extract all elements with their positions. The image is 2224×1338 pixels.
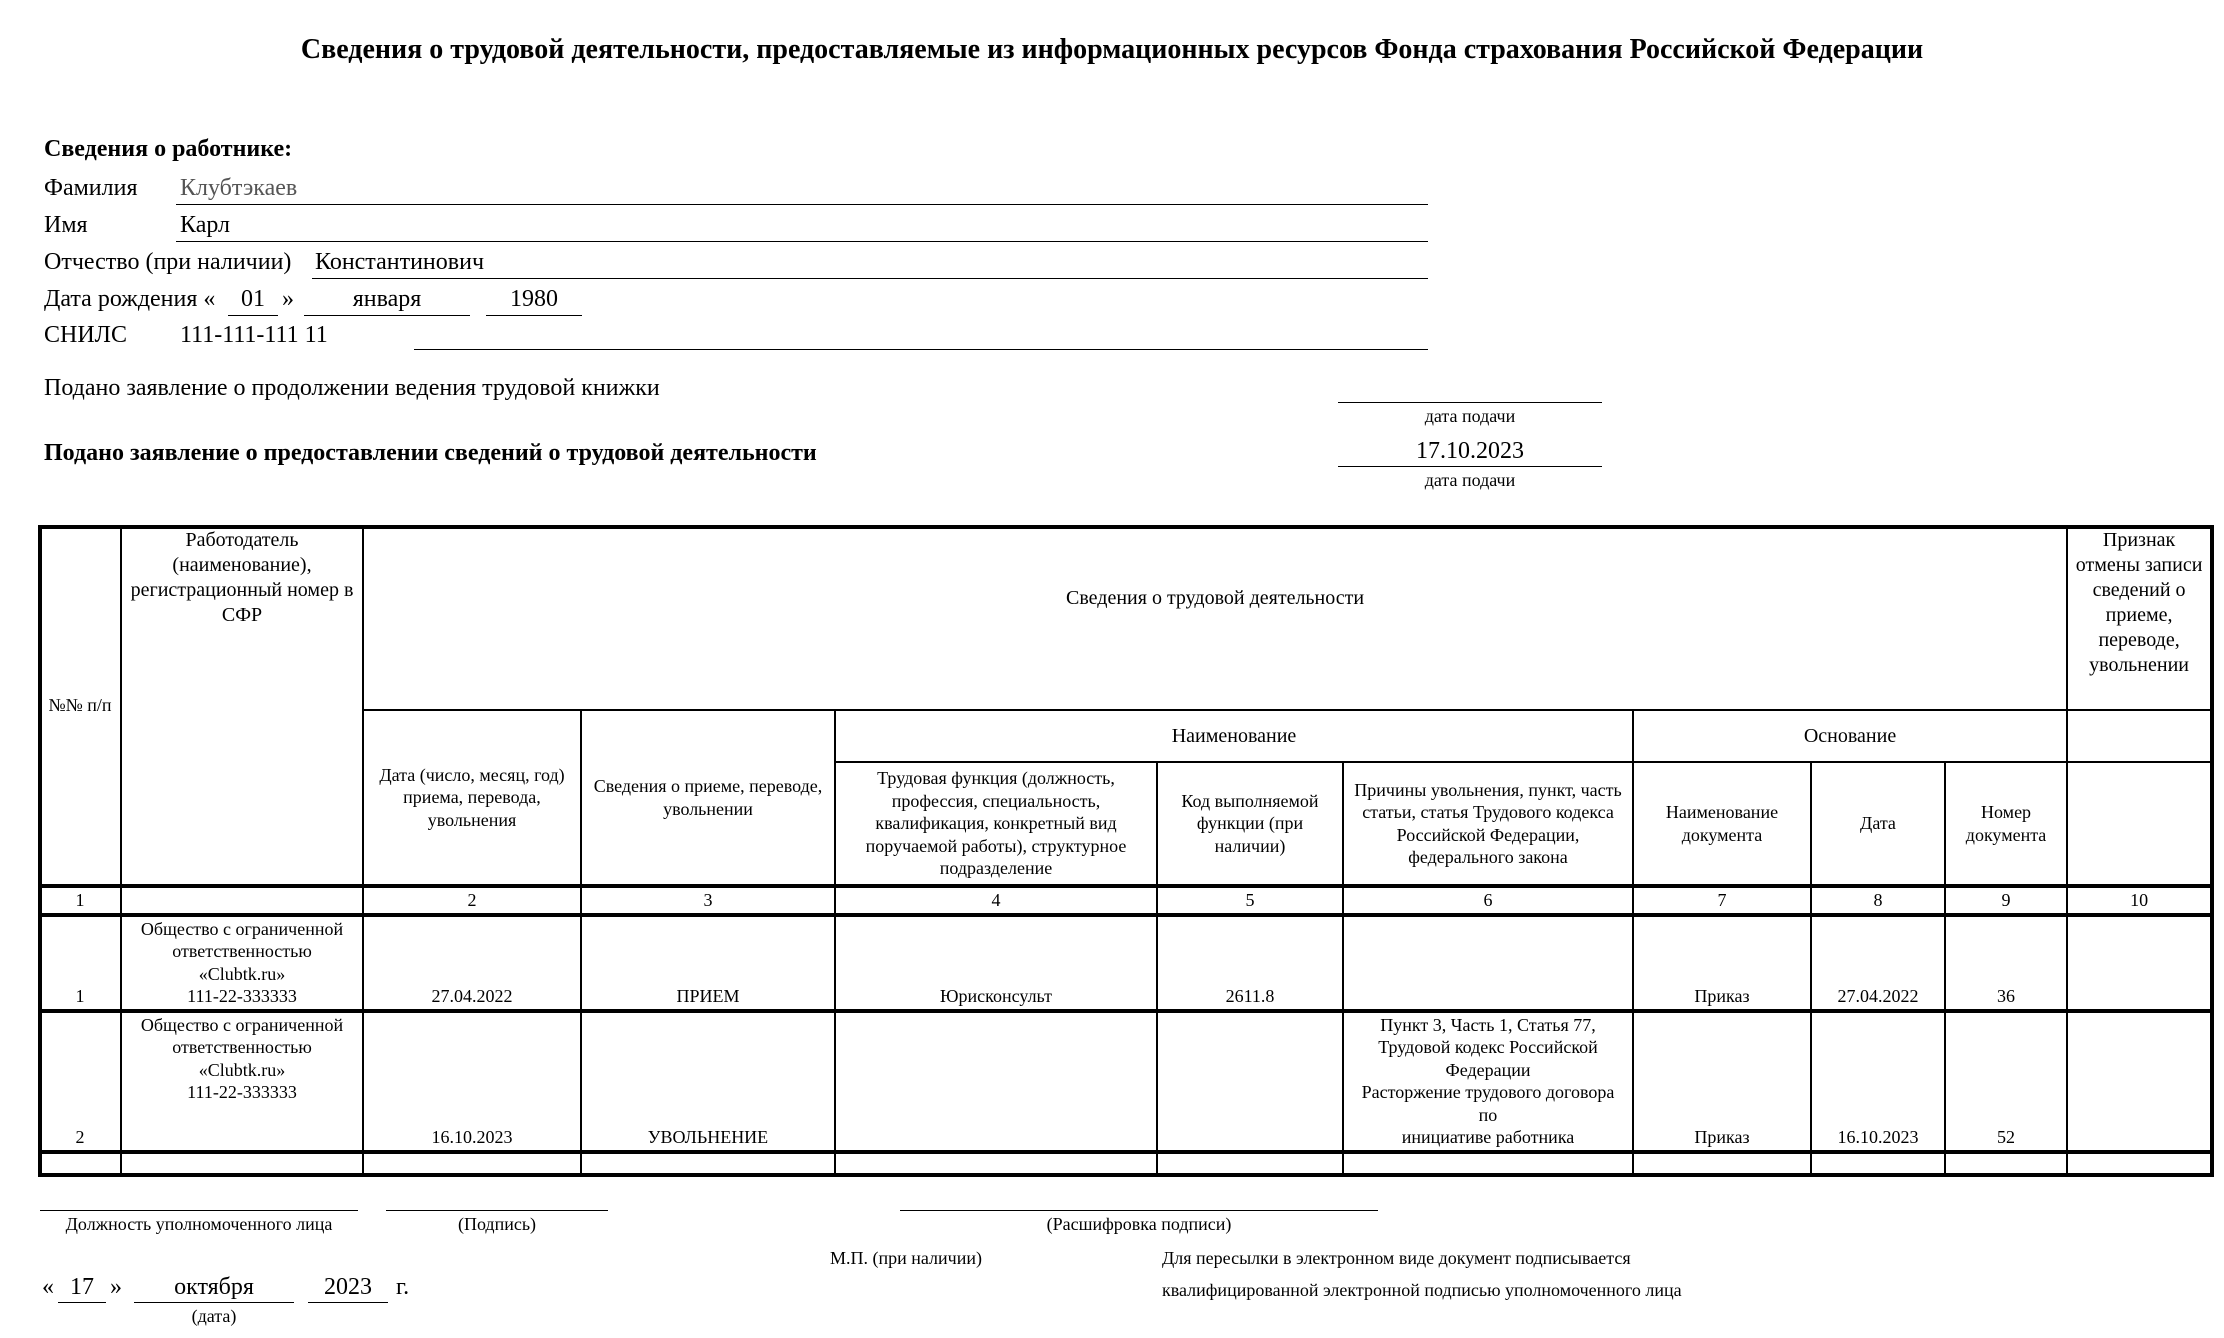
- header-code: Код выполняемой функции (при наличии): [1157, 762, 1343, 886]
- birth-year-underline: [486, 315, 582, 316]
- row-doc-name: Приказ: [1633, 915, 1811, 1011]
- continue-date-underline: [1338, 402, 1602, 403]
- row-employer-line: ответственностью: [172, 941, 312, 961]
- date-day: 17: [70, 1274, 94, 1300]
- col-number-5: 5: [1157, 886, 1343, 915]
- surname-value: Клубтэкаев: [180, 175, 298, 201]
- row-employer-line: Общество с ограниченной: [140, 1014, 344, 1035]
- row-doc-date: 27.04.2022: [1811, 915, 1945, 1011]
- row-info: ПРИЕМ: [581, 915, 835, 1011]
- col-number-7: 7: [1633, 886, 1811, 915]
- surname-underline: [176, 204, 1428, 205]
- col-number-2: 2: [363, 886, 581, 915]
- snils-value: 111-111-111 11: [180, 322, 328, 348]
- date-day-underline: [58, 1302, 106, 1303]
- header-info: Сведения о приеме, переводе, увольнении: [581, 710, 835, 886]
- col-number-9: 9: [1945, 886, 2067, 915]
- row-function: [835, 1011, 1157, 1152]
- document-title: Сведения о трудовой деятельности, предоставляемые из информационных ресурсов Фонда страхования Российской Федерации: [300, 34, 1924, 65]
- stamp-label: М.П. (при наличии): [830, 1248, 982, 1268]
- row-employer-line: 111-22-333333: [187, 986, 297, 1006]
- row-doc-date: 16.10.2023: [1811, 1011, 1945, 1152]
- row-employer-line: 111-22-333333: [187, 1082, 297, 1102]
- date-caption: (дата): [191, 1306, 237, 1326]
- snils-underline: [414, 349, 1428, 350]
- date-quote-close: »: [110, 1274, 122, 1300]
- row-code: [1157, 1011, 1343, 1152]
- row-employer: [121, 1011, 363, 1152]
- row-reasons: [1343, 915, 1633, 1011]
- patronymic-label: Отчество (при наличии): [44, 249, 292, 275]
- row-date: 16.10.2023: [363, 1011, 581, 1152]
- birth-day: 01: [241, 286, 265, 312]
- row-reason-line: инициативе работника: [1401, 1127, 1575, 1147]
- row-num: 1: [39, 915, 121, 1011]
- provide-application-label: Подано заявление о предоставлении сведений о трудовой деятельности: [44, 440, 817, 466]
- row-code: 2611.8: [1157, 915, 1343, 1011]
- header-doc-num: Номер документа: [1945, 762, 2067, 886]
- col-number-empty: [121, 886, 363, 915]
- decryption-underline: [900, 1210, 1378, 1211]
- date-year: 2023: [324, 1274, 372, 1300]
- name-value: Карл: [180, 212, 231, 238]
- row-cancel: [2067, 915, 2211, 1011]
- provide-date-caption: дата подачи: [1424, 470, 1516, 490]
- row-reasons: [1343, 1011, 1633, 1152]
- date-month: октября: [174, 1274, 254, 1300]
- date-year-suffix: г.: [396, 1274, 410, 1300]
- name-underline: [176, 241, 1428, 242]
- decryption-caption: (Расшифровка подписи): [1046, 1214, 1232, 1234]
- header-function: Трудовая функция (должность, профессия, специальность, квалификация, конкретный вид поручаемой работы), структурное подразделение: [835, 762, 1157, 886]
- name-label: Имя: [44, 212, 88, 238]
- header-group-name: Наименование: [835, 710, 1633, 762]
- row-num: 2: [39, 1011, 121, 1152]
- header-cancel-empty: [2067, 710, 2211, 762]
- snils-label: СНИЛС: [44, 322, 127, 348]
- signature-caption: (Подпись): [457, 1214, 537, 1234]
- row-function: Юрисконсульт: [835, 915, 1157, 1011]
- row-reason-line: Пункт 3, Часть 1, Статья 77,: [1380, 1014, 1596, 1035]
- row-employer: [121, 915, 363, 1011]
- position-underline: [40, 1210, 358, 1211]
- date-quote-open: «: [42, 1274, 54, 1300]
- patronymic-value: Константинович: [315, 249, 485, 275]
- electronic-note-line2: квалифицированной электронной подписью уполномоченного лица: [1162, 1280, 1682, 1300]
- header-doc-name: Наименование документа: [1633, 762, 1811, 886]
- header-group-basis: Основание: [1633, 710, 2067, 762]
- position-caption: Должность уполномоченного лица: [65, 1214, 333, 1234]
- birth-day-underline: [228, 315, 278, 316]
- row-reason-line: Трудовой кодекс Российской: [1378, 1037, 1598, 1057]
- row-employer-line: Общество с ограниченной: [140, 918, 344, 939]
- header-employer: Работодатель (наименование), регистрационный номер в СФР: [121, 526, 363, 886]
- continue-date-caption: дата подачи: [1424, 406, 1516, 426]
- row-reason-line: Расторжение трудового договора: [1361, 1082, 1615, 1102]
- row-employer-line: ответственностью: [172, 1037, 312, 1057]
- table-row: [39, 915, 2211, 1011]
- patronymic-underline: [312, 278, 1428, 279]
- row-doc-num: 52: [1945, 1011, 2067, 1152]
- header-cancel: Признак отмены записи сведений о приеме, переводе, увольнении: [2067, 526, 2211, 710]
- table-row-empty: [39, 1152, 2211, 1176]
- provide-date: 17.10.2023: [1416, 438, 1524, 464]
- electronic-note-line1: Для пересылки в электронном виде документ подписывается: [1162, 1248, 1631, 1268]
- birth-label: Дата рождения «: [44, 286, 216, 312]
- date-month-underline: [134, 1302, 294, 1303]
- row-info: УВОЛЬНЕНИЕ: [581, 1011, 835, 1152]
- row-employer-line: «Clubtk.ru»: [198, 1059, 286, 1080]
- surname-label: Фамилия: [44, 175, 138, 201]
- row-date: 27.04.2022: [363, 915, 581, 1011]
- birth-quote-close: »: [282, 286, 294, 312]
- provide-date-underline: [1338, 466, 1602, 467]
- table-row: [39, 1011, 2211, 1152]
- col-number-10: 10: [2067, 886, 2211, 915]
- date-year-underline: [308, 1302, 388, 1303]
- header-reasons: Причины увольнения, пункт, часть статьи, статья Трудового кодекса Российской Федерации, федерального закона: [1343, 762, 1633, 886]
- col-number-3: 3: [581, 886, 835, 915]
- work-activity-table: [38, 525, 2212, 1177]
- col-number-1: 1: [39, 886, 121, 915]
- row-employer-line: «Clubtk.ru»: [198, 963, 286, 984]
- row-doc-num: 36: [1945, 915, 2067, 1011]
- row-doc-name: Приказ: [1633, 1011, 1811, 1152]
- birth-month-underline: [304, 315, 470, 316]
- row-cancel: [2067, 1011, 2211, 1152]
- birth-month: января: [352, 286, 422, 312]
- header-activity: Сведения о трудовой деятельности: [363, 526, 2067, 710]
- continue-application-label: Подано заявление о продолжении ведения трудовой книжки: [44, 375, 660, 401]
- row-reason-line: по: [1478, 1104, 1498, 1125]
- row-reason-line: Федерации: [1445, 1059, 1531, 1080]
- header-cancel-empty2: [2067, 762, 2211, 886]
- worker-section-label: Сведения о работнике:: [44, 136, 293, 162]
- col-number-6: 6: [1343, 886, 1633, 915]
- header-doc-date: Дата: [1811, 762, 1945, 886]
- signature-underline: [386, 1210, 608, 1211]
- col-number-4: 4: [835, 886, 1157, 915]
- birth-year: 1980: [510, 286, 558, 312]
- col-number-8: 8: [1811, 886, 1945, 915]
- header-num: №№ п/п: [39, 526, 121, 886]
- header-date: Дата (число, месяц, год) приема, перевода, увольнения: [363, 710, 581, 886]
